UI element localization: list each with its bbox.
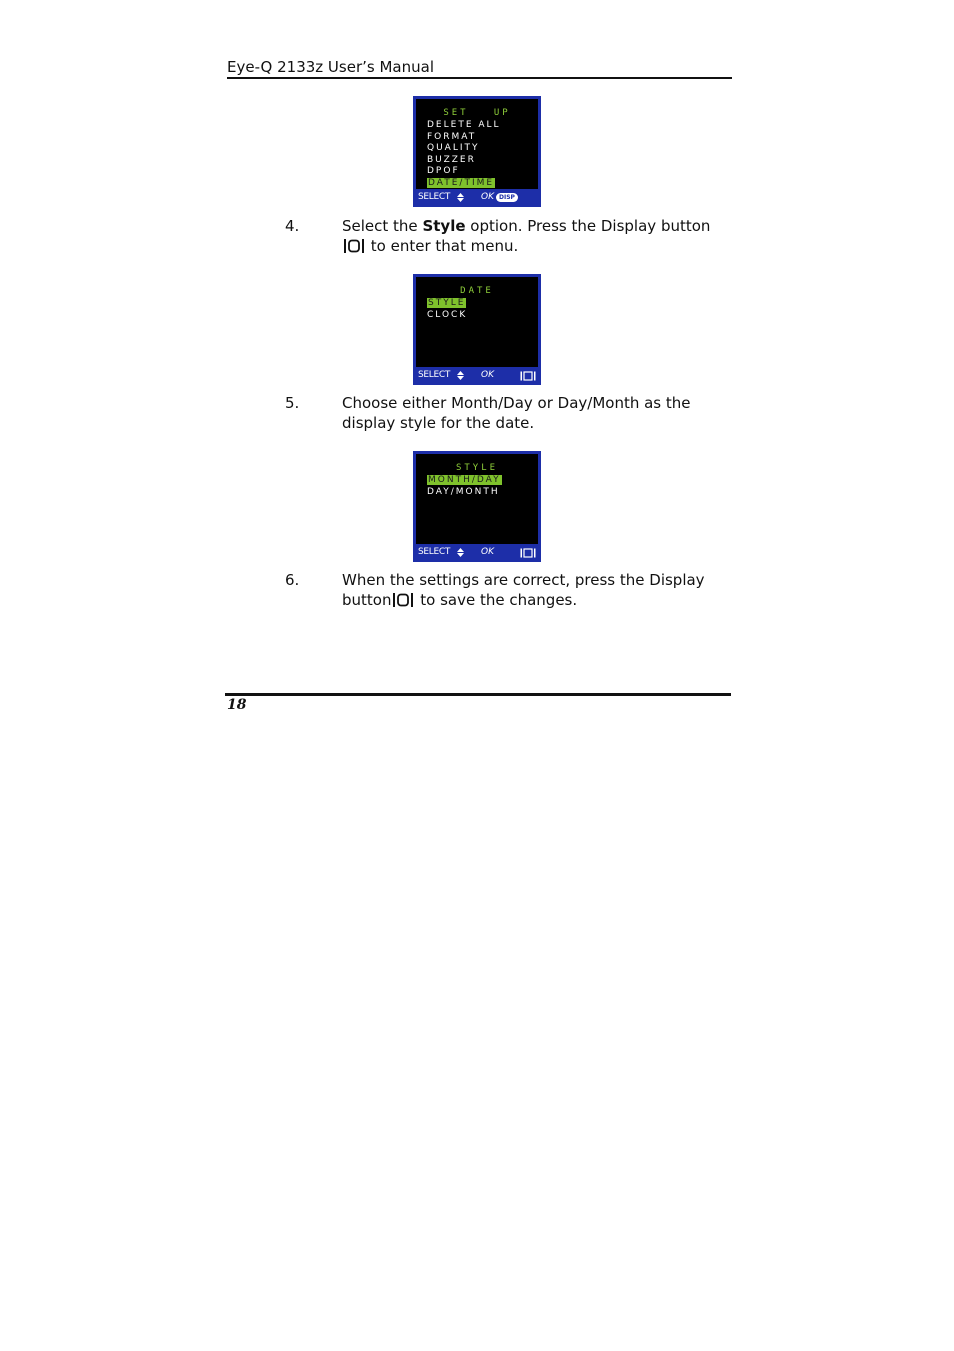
up-down-arrow-icon [457,193,464,202]
step-number: 6. [285,571,300,589]
lcd-setup-menu [413,96,541,207]
step-text: When the settings are correct, press the Display button to save the changes. [342,571,705,609]
lcd-status-bar [416,546,538,560]
menu-item: FORMAT [427,131,477,142]
lcd-menu [427,298,467,321]
manual-title: Eye-Q 2133z User’s Manual [227,58,434,76]
ok-label: OK [481,192,494,202]
style-option-label: Style [422,217,466,235]
menu-item: DPOF [427,166,460,176]
lcd-title: SET UP [443,108,511,118]
ok-label: OK [481,547,494,557]
up-down-arrow-icon [457,548,464,557]
lcd-screen [416,454,538,544]
step-number: 5. [285,394,300,412]
menu-item-selected: DATE/TIME [428,177,495,188]
step-number: 4. [285,217,300,235]
menu-item: DELETE ALL [427,120,501,130]
step-text: Select the Style option. Press the Display button to enter that menu. [342,217,711,255]
lcd-title: STYLE [455,463,499,473]
ok-label: OK [481,370,494,380]
menu-item: QUALITY [427,143,480,153]
lcd-screen [416,99,538,189]
lcd-status-bar [416,191,538,205]
lcd-menu [427,475,502,498]
page-number: 18 [227,697,247,713]
footer-rule [225,693,731,696]
lcd-style-menu [413,451,541,562]
lcd-title: DATE [460,286,494,296]
menu-item: CLOCK [427,309,468,320]
display-button-icon [520,371,536,381]
lcd-status-bar [416,369,538,383]
select-label: SELECT [418,547,451,557]
select-label: SELECT [418,370,451,380]
display-button-icon [520,548,536,558]
step-text: Choose either Month/Day or Day/Month as the display style for the date. [342,394,691,432]
select-label: SELECT [418,192,451,202]
menu-item-selected: STYLE [428,298,466,308]
lcd-screen [416,277,538,367]
menu-item-selected: MONTH/DAY [428,475,501,485]
menu-item: BUZZER [427,154,476,165]
menu-item: DAY/MONTH [427,486,500,497]
display-button-icon [343,238,365,254]
lcd-menu [427,120,501,189]
lcd-date-menu [413,274,541,385]
disp-button-icon: DISP [496,193,518,202]
display-button-icon [392,592,414,608]
header-rule [227,77,732,79]
up-down-arrow-icon [457,371,464,380]
